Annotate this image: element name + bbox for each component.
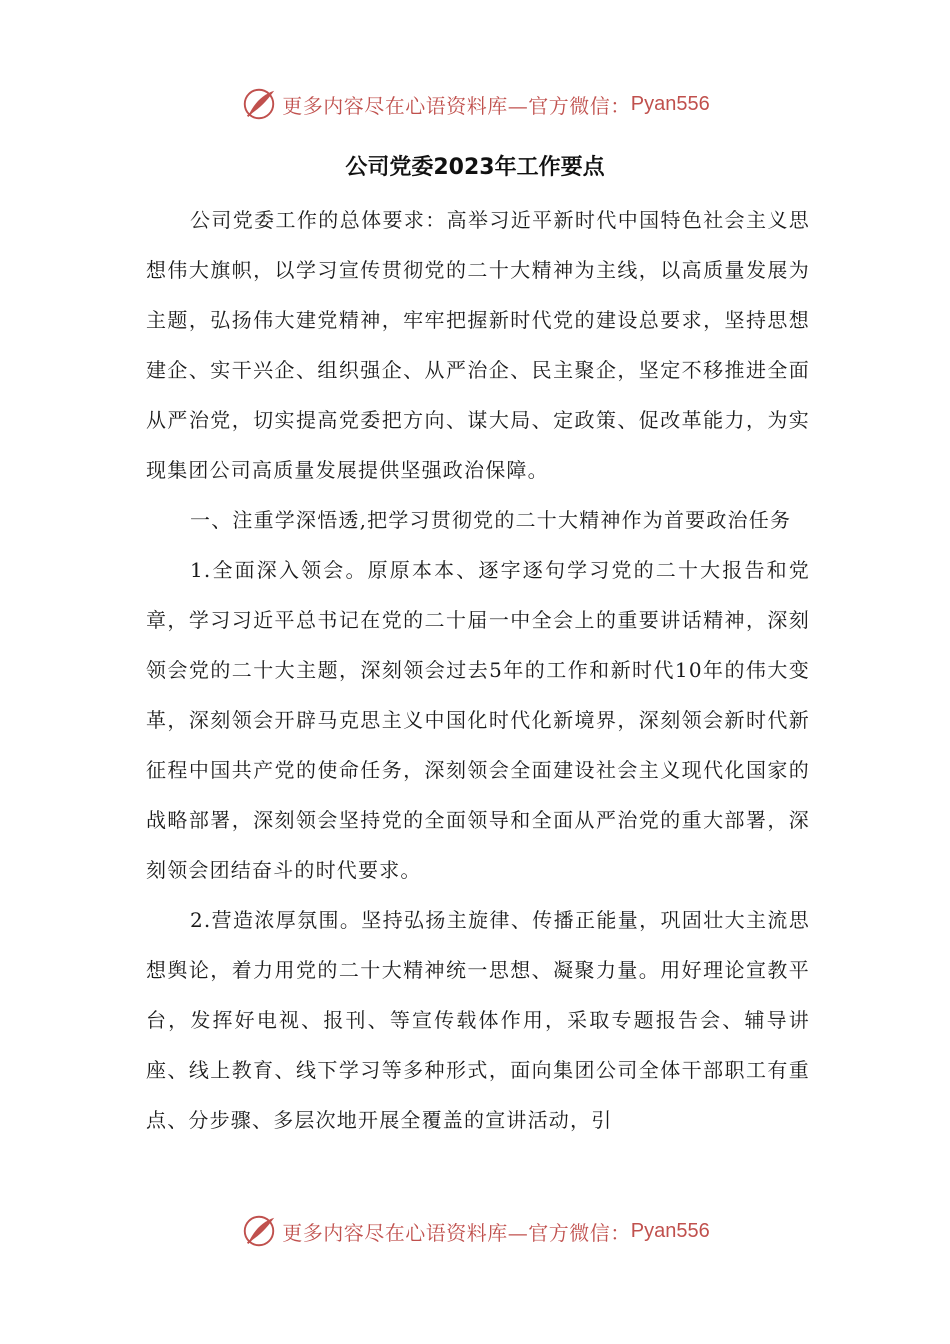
watermark-wechat-id: Pyan556: [630, 92, 710, 115]
section-heading-1: 一、注重学深悟透,把学习贯彻党的二十大精神作为首要政治任务: [190, 508, 792, 532]
document-body: [146, 195, 810, 1145]
footer-watermark: [0, 1211, 950, 1251]
watermark-text: 更多内容尽在心语资料库—官方微信：: [282, 93, 631, 118]
pen-feather-icon: [240, 1212, 278, 1250]
paragraph-item-2: 2.营造浓厚氛围。坚持弘扬主旋律、传播正能量，巩固壮大主流思想舆论，着力用党的二十大精神统一思想、凝聚力量。用好理论宣教平台，发挥好电视、报刊、等宣传载体作用，采取专题报告会、辅导讲座、线上教育、线下学习等多种形式，面向集团公司全体干部职工有重点、分步骤、多层次地开展全覆盖的宣讲活动，引: [146, 908, 810, 1132]
paragraph-general-requirements: 公司党委工作的总体要求：高举习近平新时代中国特色社会主义思想伟大旗帜，以学习宣传贯彻党的二十大精神为主线，以高质量发展为主题，弘扬伟大建党精神，牢牢把握新时代党的建设总要求，坚持思想建企、实干兴企、组织强企、从严治企、民主聚企，坚定不移推进全面从严治党，切实提高党委把方向、谋大局、定政策、促改革能力，为实现集团公司高质量发展提供坚强政治保障。: [146, 208, 810, 482]
paragraph-item-1: 1.全面深入领会。原原本本、逐字逐句学习党的二十大报告和党章，学习习近平总书记在党的二十届一中全会上的重要讲话精神，深刻领会党的二十大主题，深刻领会过去5年的工作和新时代10年的伟大变革，深刻领会开辟马克思主义中国化时代化新境界，深刻领会新时代新征程中国共产党的使命任务，深刻领会全面建设社会主义现代化国家的战略部署，深刻领会坚持党的全面领导和全面从严治党的重大部署，深刻领会团结奋斗的时代要求。: [146, 558, 810, 882]
header-watermark: [0, 84, 950, 124]
pen-feather-icon: [240, 85, 278, 123]
watermark-wechat-id: Pyan556: [630, 1219, 710, 1242]
watermark-text: 更多内容尽在心语资料库—官方微信：: [282, 1220, 631, 1245]
document-title: 公司党委2023年工作要点: [345, 155, 605, 180]
